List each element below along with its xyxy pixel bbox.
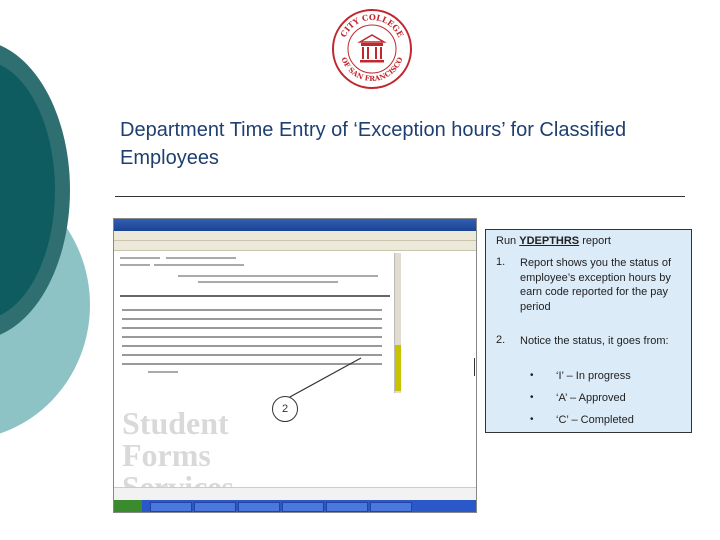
svg-text:OF SAN FRANCISCO — [339, 56, 404, 83]
app-statusbar — [114, 487, 476, 500]
status-item: ‘I’ – In progress — [556, 370, 631, 382]
info-box — [485, 229, 692, 433]
item-number: 1. — [496, 256, 506, 268]
bullet: • — [530, 414, 534, 425]
slide-title: Department Time Entry of ‘Exception hours’ for Classified Employees — [120, 119, 627, 169]
bullet: • — [530, 392, 534, 403]
app-form — [118, 253, 396, 393]
city-college-logo — [331, 8, 413, 90]
text-cursor — [474, 358, 475, 376]
item-text: Report shows you the status of employee’s exception hours by earn code reported for the pay period — [520, 257, 672, 313]
app-scrollbar — [394, 253, 401, 393]
callout-number: 2 — [272, 396, 298, 422]
windows-taskbar — [114, 500, 476, 512]
app-titlebar — [114, 219, 476, 231]
divider — [115, 196, 685, 197]
bullet: • — [530, 370, 534, 381]
logo-bottom-text: OF SAN FRANCISCO — [339, 55, 405, 84]
item-number: 2. — [496, 334, 506, 346]
watermark: Student Forms — [122, 405, 229, 473]
app-menubar — [114, 231, 476, 241]
item-text: Notice the status, it goes from: — [520, 335, 669, 347]
info-heading: Run YDEPTHRS report — [496, 235, 611, 247]
start-button — [114, 500, 142, 512]
status-item: ‘C’ – Completed — [556, 414, 634, 426]
logo-top-text: CITY COLLEGE — [338, 11, 406, 39]
app-screenshot — [113, 218, 477, 513]
app-toolbar — [114, 241, 476, 251]
status-item: ‘A’ – Approved — [556, 392, 626, 404]
